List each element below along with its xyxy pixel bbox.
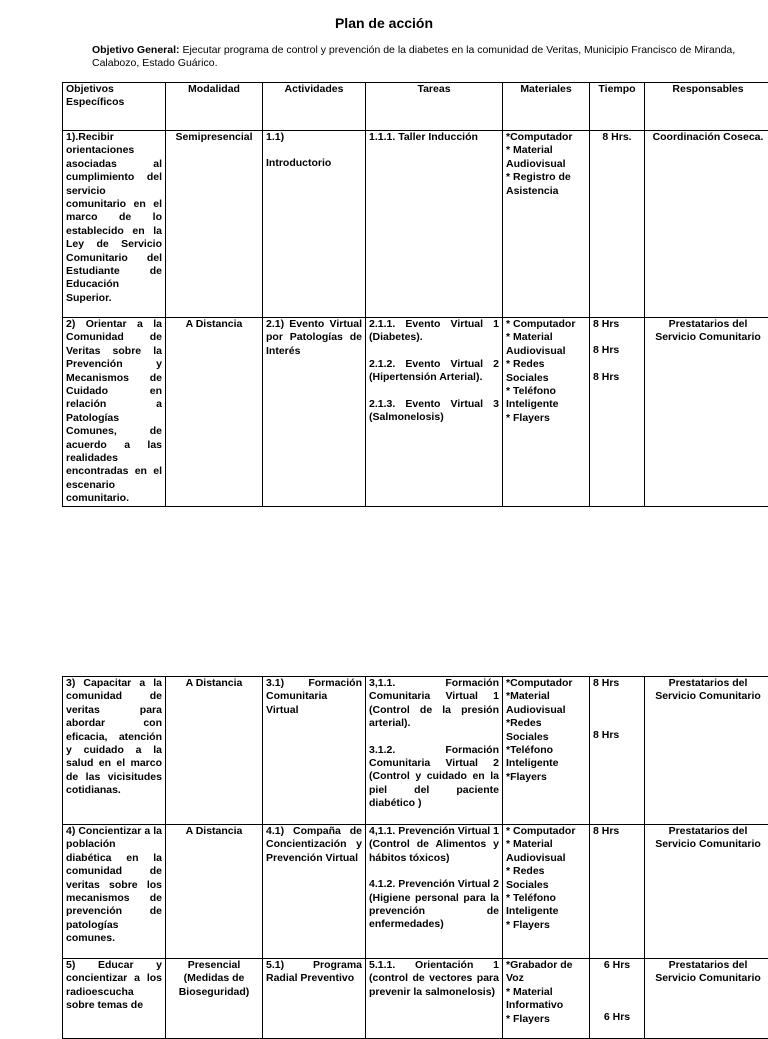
header-responsables: Responsables (645, 83, 768, 131)
cell-tiempo (590, 959, 645, 1039)
general-objective-label: Objetivo General: (92, 44, 180, 56)
cell-objetivo: 4) Concientizar a la población diabética en la comunidad de veritas sobre los mecanismos de prevención de patologías comunes. (63, 825, 166, 959)
cell-actividad: 4.1) Compaña de Concientización y Prevención Virtual (263, 825, 366, 959)
table-row (63, 318, 768, 507)
cell-tareas (366, 959, 503, 1039)
cell-responsables: Prestatarios del Servicio Comunitario (645, 318, 768, 507)
table-row (63, 677, 768, 825)
header-modalidad: Modalidad (166, 83, 263, 131)
cell-modalidad: Presencial (Medidas de Bioseguridad) (166, 959, 263, 1039)
cell-modalidad: A Distancia (166, 677, 263, 825)
table-row (63, 825, 768, 959)
action-plan-table-page-2 (62, 676, 768, 1039)
tarea-item: 2.1.1. Evento Virtual 1 (Diabetes). (369, 318, 499, 345)
cell-modalidad: A Distancia (166, 318, 263, 507)
tarea-item: 3.1.2. Formación Comunitaria Virtual 2 (Control y cuidado en la piel del paciente diabético ) (369, 744, 499, 811)
cell-materiales: * Computador * Material Audiovisual * Redes Sociales * Teléfono Inteligente * Flayers (503, 318, 590, 507)
tiempo-item: 8 Hrs (593, 729, 641, 742)
cell-tareas (366, 677, 503, 825)
cell-objetivo: 5) Educar y concientizar a los radioescucha sobre temas de (63, 959, 166, 1039)
cell-actividad: 2.1) Evento Virtual por Patologías de Interés (263, 318, 366, 507)
cell-objetivo: 3) Capacitar a la comunidad de veritas para abordar con eficacia, atención y cuidado a la salud en el marco de las vicisitudes cotidianas. (63, 677, 166, 825)
tarea-item: 1.1.1. Taller Inducción (369, 131, 499, 144)
table-header-row (63, 83, 768, 131)
cell-tiempo (590, 825, 645, 959)
tiempo-item: 8 Hrs (593, 344, 641, 357)
tiempo-item: 8 Hrs (593, 371, 641, 384)
cell-actividad: 3.1) Formación Comunitaria Virtual (263, 677, 366, 825)
cell-responsables: Prestatarios del Servicio Comunitario (645, 825, 768, 959)
header-actividades: Actividades (263, 83, 366, 131)
actividad-name: Introductorio (266, 157, 362, 170)
tarea-item: 2.1.2. Evento Virtual 2 (Hipertensión Arterial). (369, 358, 499, 385)
tiempo-item: 8 Hrs (593, 318, 641, 331)
cell-modalidad: Semipresencial (166, 131, 263, 318)
cell-modalidad: A Distancia (166, 825, 263, 959)
tarea-item: 4.1.2. Prevención Virtual 2 (Higiene personal para la prevención de enfermedades) (369, 878, 499, 932)
tarea-item: 5.1.1. Orientación 1 (control de vectores para prevenir la salmonelosis) (369, 959, 499, 999)
cell-responsables: Prestatarios del Servicio Comunitario (645, 959, 768, 1039)
cell-responsables: Coordinación Coseca. (645, 131, 768, 318)
cell-tiempo (590, 677, 645, 825)
header-tareas: Tareas (366, 83, 503, 131)
cell-tareas (366, 131, 503, 318)
cell-tareas (366, 318, 503, 507)
cell-tareas (366, 825, 503, 959)
cell-tiempo (590, 318, 645, 507)
tarea-item: 3,1.1. Formación Comunitaria Virtual 1 (Control de la presión arterial). (369, 677, 499, 731)
cell-actividad: 5.1) Programa Radial Preventivo (263, 959, 366, 1039)
cell-materiales: *Grabador de Voz * Material Informativo * Flayers (503, 959, 590, 1039)
table-row (63, 131, 768, 318)
header-tiempo: Tiempo (590, 83, 645, 131)
general-objective-text: Ejecutar programa de control y prevención de la diabetes en la comunidad de Veritas, Municipio Francisco de Miranda, Calabozo, Estado Guárico. (92, 44, 735, 69)
cell-tiempo (590, 131, 645, 318)
action-plan-table-page-1 (62, 82, 768, 507)
tiempo-item: 8 Hrs (593, 677, 641, 690)
cell-materiales: *Computador *Material Audiovisual *Redes Sociales *Teléfono Inteligente *Flayers (503, 677, 590, 825)
cell-objetivo: 1).Recibir orientaciones asociadas al cumplimiento del servicio comunitario en el marco de lo establecido en la Ley de Servicio Comunitario del Estudiante de Educación Superior. (63, 131, 166, 318)
header-objetivos: Objetivos Específicos (63, 83, 166, 131)
cell-responsables: Prestatarios del Servicio Comunitario (645, 677, 768, 825)
general-objective (92, 44, 760, 70)
tarea-item: 2.1.3. Evento Virtual 3 (Salmonelosis) (369, 398, 499, 425)
header-materiales: Materiales (503, 83, 590, 131)
cell-objetivo: 2) Orientar a la Comunidad de Veritas sobre la Prevención y Mecanismos de Cuidado en relación a Patologías Comunes, de acuerdo a las realidades encontradas en el escenario comunitario. (63, 318, 166, 507)
page-title: Plan de acción (0, 15, 768, 31)
cell-materiales: *Computador * Material Audiovisual * Registro de Asistencia (503, 131, 590, 318)
tiempo-item: 8 Hrs (593, 825, 641, 838)
tarea-item: 4,1.1. Prevención Virtual 1 (Control de Alimentos y hábitos tóxicos) (369, 825, 499, 865)
tiempo-item: 8 Hrs. (593, 131, 641, 144)
cell-actividad (263, 131, 366, 318)
tiempo-item: 6 Hrs (593, 1011, 641, 1024)
table-row (63, 959, 768, 1039)
actividad-number: 1.1) (266, 131, 362, 144)
cell-materiales: * Computador * Material Audiovisual * Redes Sociales * Teléfono Inteligente * Flayers (503, 825, 590, 959)
tiempo-item: 6 Hrs (593, 959, 641, 972)
